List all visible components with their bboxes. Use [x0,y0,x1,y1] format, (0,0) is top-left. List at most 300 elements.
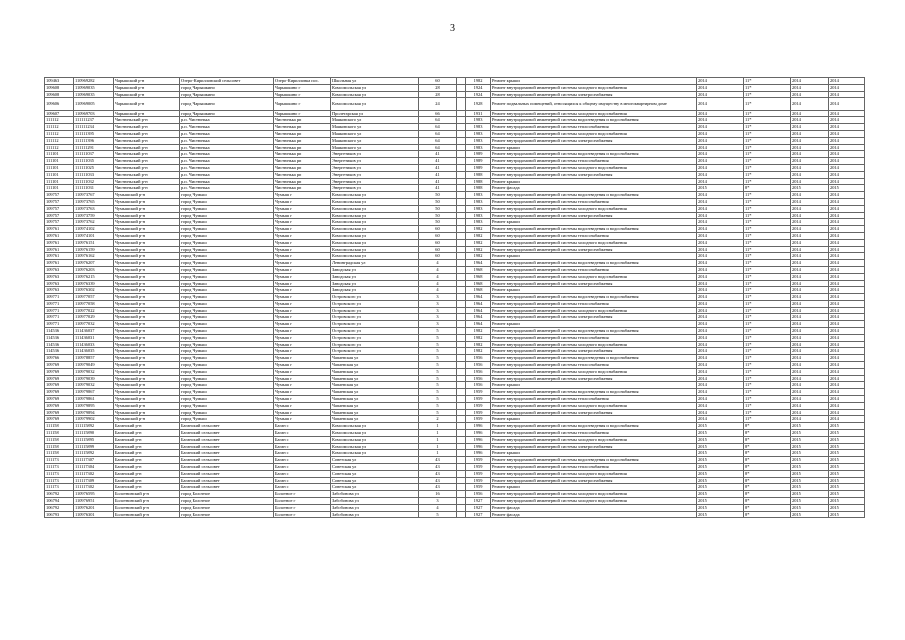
cell-district: Чумышский р-н [114,368,180,375]
cell-end-year: 2014 [829,158,865,165]
cell-street: Комсомольская ул [331,443,419,450]
table-row [45,382,865,389]
table-row [45,416,865,423]
cell-building [457,470,466,477]
cell-street: Заводская ул [331,280,419,287]
cell-house-number: 60 [419,253,457,260]
cell-year-built: 1983 [466,144,491,151]
cell-start-year: 2014 [791,117,829,124]
cell-house-id: 111101 [45,164,74,171]
cell-locality: Чумыш г [274,266,331,273]
cell-end-year: 2014 [829,226,865,233]
cell-plan-year: 2014 [697,117,744,124]
cell-plan-year: 2015 [697,443,744,450]
cell-municipality: город Чумыш [180,232,274,239]
cell-building [457,334,466,341]
cell-object-code: 111115895 [74,436,114,443]
cell-house-number: 1 [419,443,457,450]
cell-plan-year: 2015 [697,477,744,484]
cell-locality: Чумыш г [274,362,331,369]
cell-year-built: 1988 [466,171,491,178]
cell-municipality: город Болотное [180,511,274,518]
cell-building [457,368,466,375]
cell-building [457,158,466,165]
cell-object-code: 111111025 [74,164,114,171]
cell-municipality: город Чумыш [180,219,274,226]
cell-building [457,436,466,443]
cell-object-code: 110976595 [74,491,114,498]
cell-district: Чумышский р-н [114,266,180,273]
cell-year-built: 1959 [466,389,491,396]
cell-house-id: 111112 [45,144,74,151]
cell-object-code: 110973759 [74,212,114,219]
cell-object-code: 111436033 [74,341,114,348]
cell-house-number: 64 [419,137,457,144]
table-row [45,91,865,98]
cell-plan-year: 2014 [697,294,744,301]
cell-object-code: 110979902 [74,416,114,423]
cell-work-type: Ремонт внутридомовой инженерной системы теплоснабжения [491,334,697,341]
cell-work-type: Ремонт внутридомовой инженерной системы теплоснабжения [491,158,697,165]
cell-object-code: 110977022 [74,307,114,314]
cell-municipality: р.п. Чистюнька [180,171,274,178]
cell-municipality: город Чумыш [180,409,274,416]
cell-program-number: 11* [744,389,791,396]
cell-municipality: город Чумыш [180,287,274,294]
table-row [45,450,865,457]
cell-municipality: город Чумыш [180,192,274,199]
cell-work-type: Ремонт внутридомовой инженерной системы электроснабжения [491,314,697,321]
cell-end-year: 2015 [829,470,865,477]
cell-locality: Чистюнька рп [274,117,331,124]
page-number: 3 [450,23,455,34]
cell-object-code: 110977058 [74,300,114,307]
cell-program-number: 11* [744,226,791,233]
cell-work-type: Ремонт крыши [491,484,697,491]
cell-district: Чумышский р-н [114,382,180,389]
cell-year-built: 1983 [466,219,491,226]
table-row [45,498,865,505]
cell-street: Маяковского ул [331,144,419,151]
table-row [45,164,865,171]
cell-start-year: 2014 [791,98,829,110]
cell-house-id: 109763 [45,287,74,294]
cell-program-number: 11* [744,396,791,403]
cell-plan-year: 2015 [697,430,744,437]
table-row [45,226,865,233]
cell-house-number: 3 [419,321,457,328]
cell-building [457,300,466,307]
cell-work-type: Ремонт внутридомовой инженерной системы электроснабжения [491,443,697,450]
cell-district: Болотнинский р-н [114,511,180,518]
cell-municipality: р.п. Чистюнька [180,151,274,158]
cell-program-number: 11* [744,124,791,131]
cell-municipality: город Чумыш [180,348,274,355]
cell-program-number: 11* [744,198,791,205]
cell-district: Чарышский р-н [114,91,180,98]
cell-program-number: 11* [744,98,791,110]
cell-house-number: 24 [419,98,457,110]
cell-house-number: 4 [419,273,457,280]
cell-district: Баганский р-н [114,464,180,471]
cell-object-code: 110973763 [74,205,114,212]
cell-object-code: 110979039 [74,375,114,382]
cell-start-year: 2015 [791,423,829,430]
cell-plan-year: 2014 [697,158,744,165]
cell-building [457,443,466,450]
cell-program-number: 11* [744,239,791,246]
cell-work-type: Ремонт внутридомовой инженерной системы водоотведения и водоснабжения [491,151,697,158]
cell-year-built: 1983 [466,137,491,144]
cell-year-built: 1983 [466,198,491,205]
cell-object-code: 111115890 [74,430,114,437]
cell-year-built: 1996 [466,443,491,450]
cell-program-number: 11* [744,151,791,158]
cell-street: Комсомольская ул [331,246,419,253]
cell-object-code: 110974102 [74,226,114,233]
cell-start-year: 2014 [791,178,829,185]
cell-end-year: 2014 [829,239,865,246]
cell-district: Чумышский р-н [114,198,180,205]
cell-plan-year: 2014 [697,239,744,246]
cell-municipality: город Чумыш [180,355,274,362]
cell-object-code: 111111033 [74,171,114,178]
cell-program-number: 11* [744,368,791,375]
cell-year-built: 1982 [466,232,491,239]
cell-start-year: 2015 [791,504,829,511]
cell-locality: Баган с [274,436,331,443]
cell-locality: Болотное г [274,504,331,511]
cell-work-type: Ремонт внутридомовой инженерной системы холодного водоснабжения [491,110,697,117]
cell-year-built: 1982 [466,341,491,348]
cell-locality: Чумыш г [274,294,331,301]
cell-object-code: 111117307 [74,457,114,464]
cell-plan-year: 2014 [697,130,744,137]
cell-year-built: 1982 [466,253,491,260]
cell-locality: Чумыш г [274,321,331,328]
cell-building [457,130,466,137]
cell-house-number: 5 [419,355,457,362]
cell-end-year: 2014 [829,334,865,341]
cell-municipality: город Болотное [180,498,274,505]
cell-street: Энергетиков ул [331,178,419,185]
cell-building [457,321,466,328]
cell-house-number: 66 [419,110,457,117]
cell-house-number: 5 [419,382,457,389]
cell-start-year: 2014 [791,300,829,307]
cell-house-number: 3 [419,314,457,321]
table-row [45,368,865,375]
cell-program-number: 8* [744,504,791,511]
cell-house-id: 109771 [45,307,74,314]
cell-start-year: 2014 [791,151,829,158]
cell-work-type: Ремонт внутридомовой инженерной системы электроснабжения [491,477,697,484]
cell-locality: Чумыш г [274,192,331,199]
cell-building [457,504,466,511]
cell-building [457,355,466,362]
cell-start-year: 2014 [791,375,829,382]
cell-house-id: 109757 [45,192,74,199]
cell-street: Чапаевская ул [331,389,419,396]
cell-end-year: 2014 [829,232,865,239]
cell-end-year: 2014 [829,151,865,158]
cell-plan-year: 2014 [697,164,744,171]
cell-house-number: 5 [419,362,457,369]
cell-street: Комсомольская ул [331,253,419,260]
cell-house-id: 109757 [45,198,74,205]
cell-house-id: 109769 [45,375,74,382]
cell-start-year: 2014 [791,110,829,117]
cell-house-id: 109771 [45,300,74,307]
cell-house-id: 111173 [45,477,74,484]
cell-building [457,124,466,131]
cell-locality: Чистюнька рп [274,164,331,171]
cell-street: Чапаевская ул [331,368,419,375]
cell-program-number: 11* [744,402,791,409]
cell-house-id: 111112 [45,130,74,137]
table-row [45,307,865,314]
cell-end-year: 2014 [829,368,865,375]
cell-district: Чистюньский р-н [114,178,180,185]
cell-house-id: 114536 [45,341,74,348]
cell-district: Чистюньский р-н [114,158,180,165]
cell-locality: Чистюнька рп [274,185,331,192]
cell-start-year: 2014 [791,389,829,396]
cell-locality: Баган с [274,477,331,484]
cell-year-built: 1956 [466,362,491,369]
cell-end-year: 2014 [829,178,865,185]
cell-district: Чумышский р-н [114,239,180,246]
cell-street: Советская ул [331,464,419,471]
cell-year-built: 1983 [466,124,491,131]
cell-program-number: 11* [744,212,791,219]
cell-locality: Чистюнька рп [274,158,331,165]
cell-municipality: город Чумыш [180,266,274,273]
cell-object-code: 111117302 [74,470,114,477]
cell-program-number: 11* [744,78,791,85]
cell-object-code: 110976159 [74,246,114,253]
cell-year-built: 1959 [466,457,491,464]
cell-year-built: 1982 [466,328,491,335]
cell-locality: Чумыш г [274,368,331,375]
cell-building [457,498,466,505]
cell-start-year: 2014 [791,287,829,294]
table-row [45,355,865,362]
cell-program-number: 11* [744,246,791,253]
table-body [45,78,865,518]
cell-end-year: 2015 [829,498,865,505]
cell-house-id: 111101 [45,178,74,185]
cell-work-type: Ремонт крыши [491,287,697,294]
cell-district: Чумышский р-н [114,287,180,294]
cell-house-id: 109769 [45,382,74,389]
cell-locality: Чумыш г [274,416,331,423]
cell-object-code: 110976215 [74,273,114,280]
table-row [45,409,865,416]
cell-locality: Чумыш г [274,273,331,280]
cell-district: Чумышский р-н [114,409,180,416]
cell-house-number: 41 [419,164,457,171]
cell-locality: Чумыш г [274,314,331,321]
cell-district: Чумышский р-н [114,232,180,239]
cell-object-code: 111436035 [74,348,114,355]
cell-municipality: р.п. Чистюнька [180,178,274,185]
cell-plan-year: 2014 [697,260,744,267]
cell-street: Забобонова ул [331,498,419,505]
cell-object-code: 110969005 [74,98,114,110]
cell-program-number: 8* [744,185,791,192]
cell-district: Чистюньский р-н [114,185,180,192]
cell-work-type: Ремонт крыши [491,321,697,328]
cell-work-type: Ремонт внутридомовой инженерной системы теплоснабжения [491,362,697,369]
cell-municipality: Баганский сельсовет [180,457,274,464]
cell-plan-year: 2014 [697,78,744,85]
cell-building [457,511,466,518]
cell-house-number: 60 [419,78,457,85]
cell-object-code: 111115892 [74,423,114,430]
table-row [45,253,865,260]
cell-district: Чумышский р-н [114,416,180,423]
cell-end-year: 2014 [829,124,865,131]
cell-building [457,171,466,178]
cell-plan-year: 2015 [697,504,744,511]
cell-plan-year: 2015 [697,498,744,505]
cell-end-year: 2014 [829,294,865,301]
cell-street: Комсомольская ул [331,226,419,233]
cell-start-year: 2014 [791,416,829,423]
cell-work-type: Ремонт внутридомовой инженерной системы теплоснабжения [491,430,697,437]
cell-program-number: 8* [744,450,791,457]
cell-district: Болотнинский р-н [114,498,180,505]
table-row [45,375,865,382]
cell-object-code: 111436031 [74,334,114,341]
cell-building [457,280,466,287]
cell-district: Баганский р-н [114,477,180,484]
table-row [45,457,865,464]
cell-program-number: 11* [744,273,791,280]
cell-building [457,341,466,348]
cell-end-year: 2014 [829,375,865,382]
cell-year-built: 1964 [466,321,491,328]
cell-year-built: 1989 [466,151,491,158]
cell-start-year: 2015 [791,484,829,491]
cell-house-id: 109769 [45,396,74,403]
cell-plan-year: 2014 [697,98,744,110]
cell-start-year: 2014 [791,266,829,273]
cell-year-built: 1927 [466,504,491,511]
cell-house-number: 50 [419,192,457,199]
cell-year-built: 1924 [466,91,491,98]
cell-object-code: 111117302 [74,484,114,491]
cell-plan-year: 2014 [697,151,744,158]
cell-year-built: 1996 [466,450,491,457]
cell-street: Комсомольская ул [331,84,419,91]
cell-object-code: 110977032 [74,321,114,328]
cell-building [457,178,466,185]
cell-object-code: 111115899 [74,443,114,450]
table-row [45,98,865,110]
cell-building [457,484,466,491]
cell-end-year: 2014 [829,348,865,355]
cell-end-year: 2014 [829,253,865,260]
cell-program-number: 11* [744,328,791,335]
cell-work-type: Ремонт внутридомовой инженерной системы электроснабжения [491,91,697,98]
cell-start-year: 2014 [791,402,829,409]
cell-plan-year: 2014 [697,287,744,294]
cell-year-built: 1928 [466,98,491,110]
cell-house-id: 106792 [45,491,74,498]
cell-street: Комсомольская ул [331,430,419,437]
cell-district: Чистюньский р-н [114,144,180,151]
cell-building [457,307,466,314]
cell-object-code: 111436037 [74,328,114,335]
cell-street: Комсомольская ул [331,423,419,430]
cell-end-year: 2015 [829,464,865,471]
cell-start-year: 2014 [791,382,829,389]
cell-street: Комсомольская ул [331,436,419,443]
cell-municipality: Баганский сельсовет [180,464,274,471]
cell-object-code: 110976162 [74,253,114,260]
cell-program-number: 11* [744,91,791,98]
cell-street: Комсомольская ул [331,450,419,457]
cell-object-code: 110973767 [74,192,114,199]
cell-municipality: р.п. Чистюнька [180,185,274,192]
cell-building [457,294,466,301]
cell-year-built: 1959 [466,416,491,423]
cell-plan-year: 2014 [697,253,744,260]
cell-year-built: 1956 [466,491,491,498]
cell-house-number: 64 [419,130,457,137]
cell-house-id: 109769 [45,368,74,375]
cell-plan-year: 2014 [697,178,744,185]
cell-program-number: 8* [744,470,791,477]
cell-plan-year: 2014 [697,341,744,348]
cell-building [457,212,466,219]
cell-end-year: 2015 [829,491,865,498]
cell-work-type: Ремонт крыши [491,382,697,389]
cell-municipality: Баганский сельсовет [180,423,274,430]
cell-street: Энергетиков ул [331,185,419,192]
cell-end-year: 2014 [829,321,865,328]
cell-locality: Баган с [274,464,331,471]
cell-start-year: 2014 [791,158,829,165]
cell-street: Маяковского ул [331,137,419,144]
cell-street: Ленинградская ул [331,260,419,267]
cell-house-id: 109761 [45,226,74,233]
cell-year-built: 1959 [466,396,491,403]
cell-locality: Чумыш г [274,246,331,253]
cell-house-number: 43 [419,484,457,491]
cell-end-year: 2014 [829,396,865,403]
cell-start-year: 2014 [791,246,829,253]
cell-house-id: 109769 [45,362,74,369]
cell-building [457,239,466,246]
cell-end-year: 2014 [829,84,865,91]
cell-district: Баганский р-н [114,470,180,477]
cell-district: Чумышский р-н [114,348,180,355]
cell-street: Маяковского ул [331,117,419,124]
cell-street: Советская ул [331,470,419,477]
cell-plan-year: 2014 [697,273,744,280]
cell-program-number: 11* [744,416,791,423]
cell-house-number: 4 [419,260,457,267]
cell-start-year: 2014 [791,294,829,301]
cell-plan-year: 2014 [697,91,744,98]
cell-plan-year: 2015 [697,470,744,477]
cell-end-year: 2014 [829,355,865,362]
table-row [45,280,865,287]
cell-end-year: 2014 [829,192,865,199]
